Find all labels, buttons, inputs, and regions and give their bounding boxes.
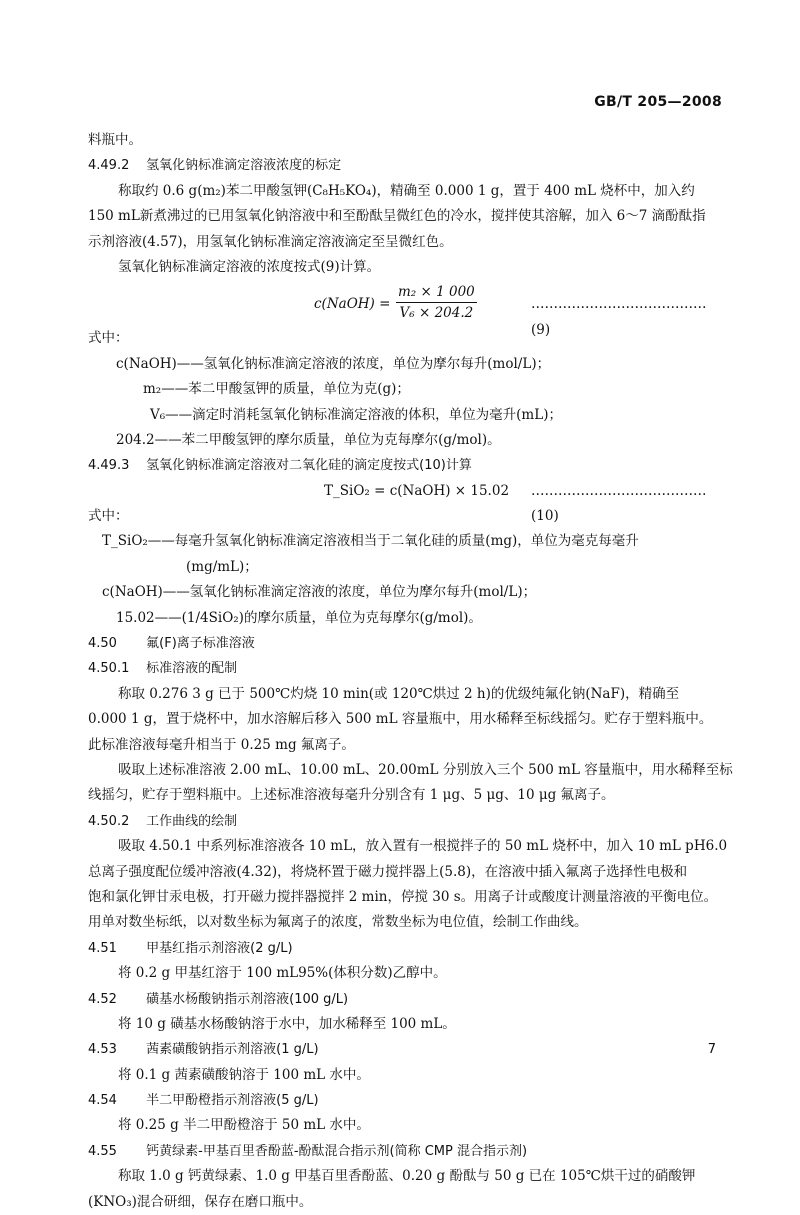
section-title: 工作曲线的绘制 bbox=[146, 813, 238, 829]
formula-fraction bbox=[396, 282, 477, 323]
definition-line: c(NaOH)——氢氧化钠标准滴定溶液的浓度，单位为摩尔每升(mol/L)； bbox=[116, 355, 551, 372]
paragraph-line: 将 10 g 磺基水杨酸钠溶于水中，加水稀释至 100 mL。 bbox=[118, 1015, 456, 1032]
section-title: 茜素磺酸钠指示剂溶液(1 g/L) bbox=[146, 1042, 319, 1058]
section-number: 4.50.2 bbox=[88, 813, 130, 829]
definition-line: m₂——苯二甲酸氢钾的质量，单位为克(g)； bbox=[143, 381, 410, 398]
paragraph-line: 氢氧化钠标准滴定溶液的浓度按式(9)计算。 bbox=[118, 258, 381, 275]
section-heading-4-49-2 bbox=[88, 153, 718, 178]
paragraph-line: 称取 1.0 g 钙黄绿素、1.0 g 甲基百里香酚蓝、0.20 g 酚酞与 50 g 已在 105℃烘干过的硝酸钾 bbox=[118, 1168, 696, 1185]
section-number: 4.52 bbox=[88, 991, 117, 1007]
section-heading-4-50-2 bbox=[88, 809, 718, 834]
section-heading-4-51 bbox=[88, 936, 718, 961]
formula-number: …………………………………(9) bbox=[531, 296, 707, 338]
definition-line: 204.2——苯二甲酸氢钾的摩尔质量，单位为克每摩尔(g/mol)。 bbox=[116, 431, 501, 448]
section-heading-4-49-3 bbox=[88, 453, 718, 478]
paragraph-line: 将 0.1 g 茜素磺酸钠溶于 100 mL 水中。 bbox=[118, 1066, 370, 1083]
section-title: 半二甲酚橙指示剂溶液(5 g/L) bbox=[146, 1093, 319, 1109]
section-number: 4.55 bbox=[88, 1143, 117, 1159]
section-title: 钙黄绿素-甲基百里香酚蓝-酚酞混合指示剂(简称 CMP 混合指示剂) bbox=[146, 1143, 528, 1159]
paragraph-line: 吸取上述标准溶液 2.00 mL、10.00 mL、20.00mL 分别放入三个 500 mL 容量瓶中，用水稀释至标 bbox=[118, 761, 733, 778]
definition-line: (mg/mL)； bbox=[186, 558, 258, 575]
section-heading-4-50 bbox=[88, 631, 718, 656]
section-number: 4.54 bbox=[88, 1093, 117, 1109]
definition-line: T_SiO₂——每毫升氢氧化钠标准滴定溶液相当于二氧化硅的质量(mg)，单位为毫克每毫升 bbox=[102, 533, 639, 550]
section-heading-4-50-1 bbox=[88, 656, 718, 681]
paragraph-line: 饱和氯化钾甘汞电极，打开磁力搅拌器搅拌 2 min，停搅 30 s。用离子计或酸度计测量溶液的平衡电位。 bbox=[88, 888, 718, 905]
section-title: 标准溶液的配制 bbox=[146, 661, 238, 677]
section-heading-4-52 bbox=[88, 987, 718, 1012]
paragraph-line: 式中： bbox=[88, 330, 129, 347]
definition-line: V₆——滴定时消耗氢氧化钠标准滴定溶液的体积，单位为毫升(mL)； bbox=[150, 406, 562, 423]
formula-lhs: c(NaOH) = bbox=[314, 296, 391, 313]
paragraph-line: 线摇匀，贮存于塑料瓶中。上述标准溶液每毫升分别含有 1 μg、5 μg、10 μg 氟离子。 bbox=[88, 787, 615, 804]
section-number: 4.53 bbox=[88, 1042, 117, 1058]
paragraph-line: 称取约 0.6 g(m₂)苯二甲酸氢钾(C₈H₅KO₄)，精确至 0.000 1 g，置于 400 mL 烧杯中，加入约 bbox=[118, 182, 695, 199]
paragraph-line: 料瓶中。 bbox=[88, 132, 142, 148]
paragraph-line: 吸取 4.50.1 中系列标准溶液各 10 mL，放入置有一根搅拌子的 50 mL 烧杯中，加入 10 mL pH6.0 bbox=[118, 838, 728, 855]
paragraph-line: 总离子强度配位缓冲溶液(4.32)，将烧杯置于磁力搅拌器上(5.8)，在溶液中插入氟离子选择性电极和 bbox=[88, 863, 688, 880]
paragraph-line: 将 0.2 g 甲基红溶于 100 mL95%(体积分数)乙醇中。 bbox=[118, 965, 447, 982]
paragraph-line: 此标准溶液每毫升相当于 0.25 mg 氟离子。 bbox=[88, 736, 355, 753]
formula-number: …………………………………(10) bbox=[531, 482, 707, 525]
formula-9 bbox=[88, 280, 718, 338]
section-heading-4-54 bbox=[88, 1088, 718, 1113]
paragraph-line: 将 0.25 g 半二甲酚橙溶于 50 mL 水中。 bbox=[118, 1117, 370, 1134]
definition-line: c(NaOH)——氢氧化钠标准滴定溶液的浓度，单位为摩尔每升(mol/L)； bbox=[102, 584, 537, 601]
section-number: 4.49.3 bbox=[88, 458, 130, 474]
section-title: 氟(F)离子标准溶液 bbox=[146, 636, 255, 652]
paragraph-line: (KNO₃)混合研细，保存在磨口瓶中。 bbox=[88, 1193, 313, 1210]
section-title: 磺基水杨酸钠指示剂溶液(100 g/L) bbox=[146, 991, 349, 1007]
fraction-numerator: m₂ × 1 000 bbox=[396, 282, 477, 303]
paragraph-line: 式中： bbox=[88, 508, 129, 525]
section-title: 氢氧化钠标准滴定溶液对二氧化硅的滴定度按式(10)计算 bbox=[146, 458, 472, 474]
section-number: 4.51 bbox=[88, 940, 117, 956]
section-number: 4.50 bbox=[88, 636, 117, 652]
section-title: 甲基红指示剂溶液(2 g/L) bbox=[146, 940, 293, 956]
section-heading-4-53 bbox=[88, 1037, 718, 1062]
fraction-denominator: V₆ × 204.2 bbox=[399, 305, 474, 322]
paragraph-line: 称取 0.276 3 g 已于 500℃灼烧 10 min(或 120℃烘过 2 h)的优级纯氟化钠(NaF)，精确至 bbox=[118, 685, 680, 702]
standard-code: GB/T 205—2008 bbox=[594, 94, 722, 110]
document-body bbox=[88, 128, 733, 1215]
section-heading-4-55 bbox=[88, 1139, 718, 1164]
paragraph-line: 150 mL新煮沸过的已用氢氧化钠溶液中和至酚酞呈微红色的冷水，搅拌使其溶解，加入 6～7 滴酚酞指 bbox=[88, 208, 706, 225]
paragraph-line: 0.000 1 g，置于烧杯中，加水溶解后移入 500 mL 容量瓶中，用水稀释至标线摇匀。贮存于塑料瓶中。 bbox=[88, 711, 713, 728]
formula-expression: T_SiO₂ = c(NaOH) × 15.02 bbox=[324, 482, 510, 499]
definition-line: 15.02——(1/4SiO₂)的摩尔质量，单位为克每摩尔(g/mol)。 bbox=[116, 609, 482, 626]
paragraph-line: 用单对数坐标纸，以对数坐标为氟离子的浓度，常数坐标为电位值，绘制工作曲线。 bbox=[88, 914, 588, 931]
page-number: 7 bbox=[707, 1042, 716, 1057]
paragraph-line: 示剂溶液(4.57)，用氢氧化钠标准滴定溶液滴定至呈微红色。 bbox=[88, 233, 453, 250]
section-number: 4.50.1 bbox=[88, 661, 130, 677]
section-number: 4.49.2 bbox=[88, 158, 130, 174]
section-title: 氢氧化钠标准滴定溶液浓度的标定 bbox=[146, 158, 342, 174]
